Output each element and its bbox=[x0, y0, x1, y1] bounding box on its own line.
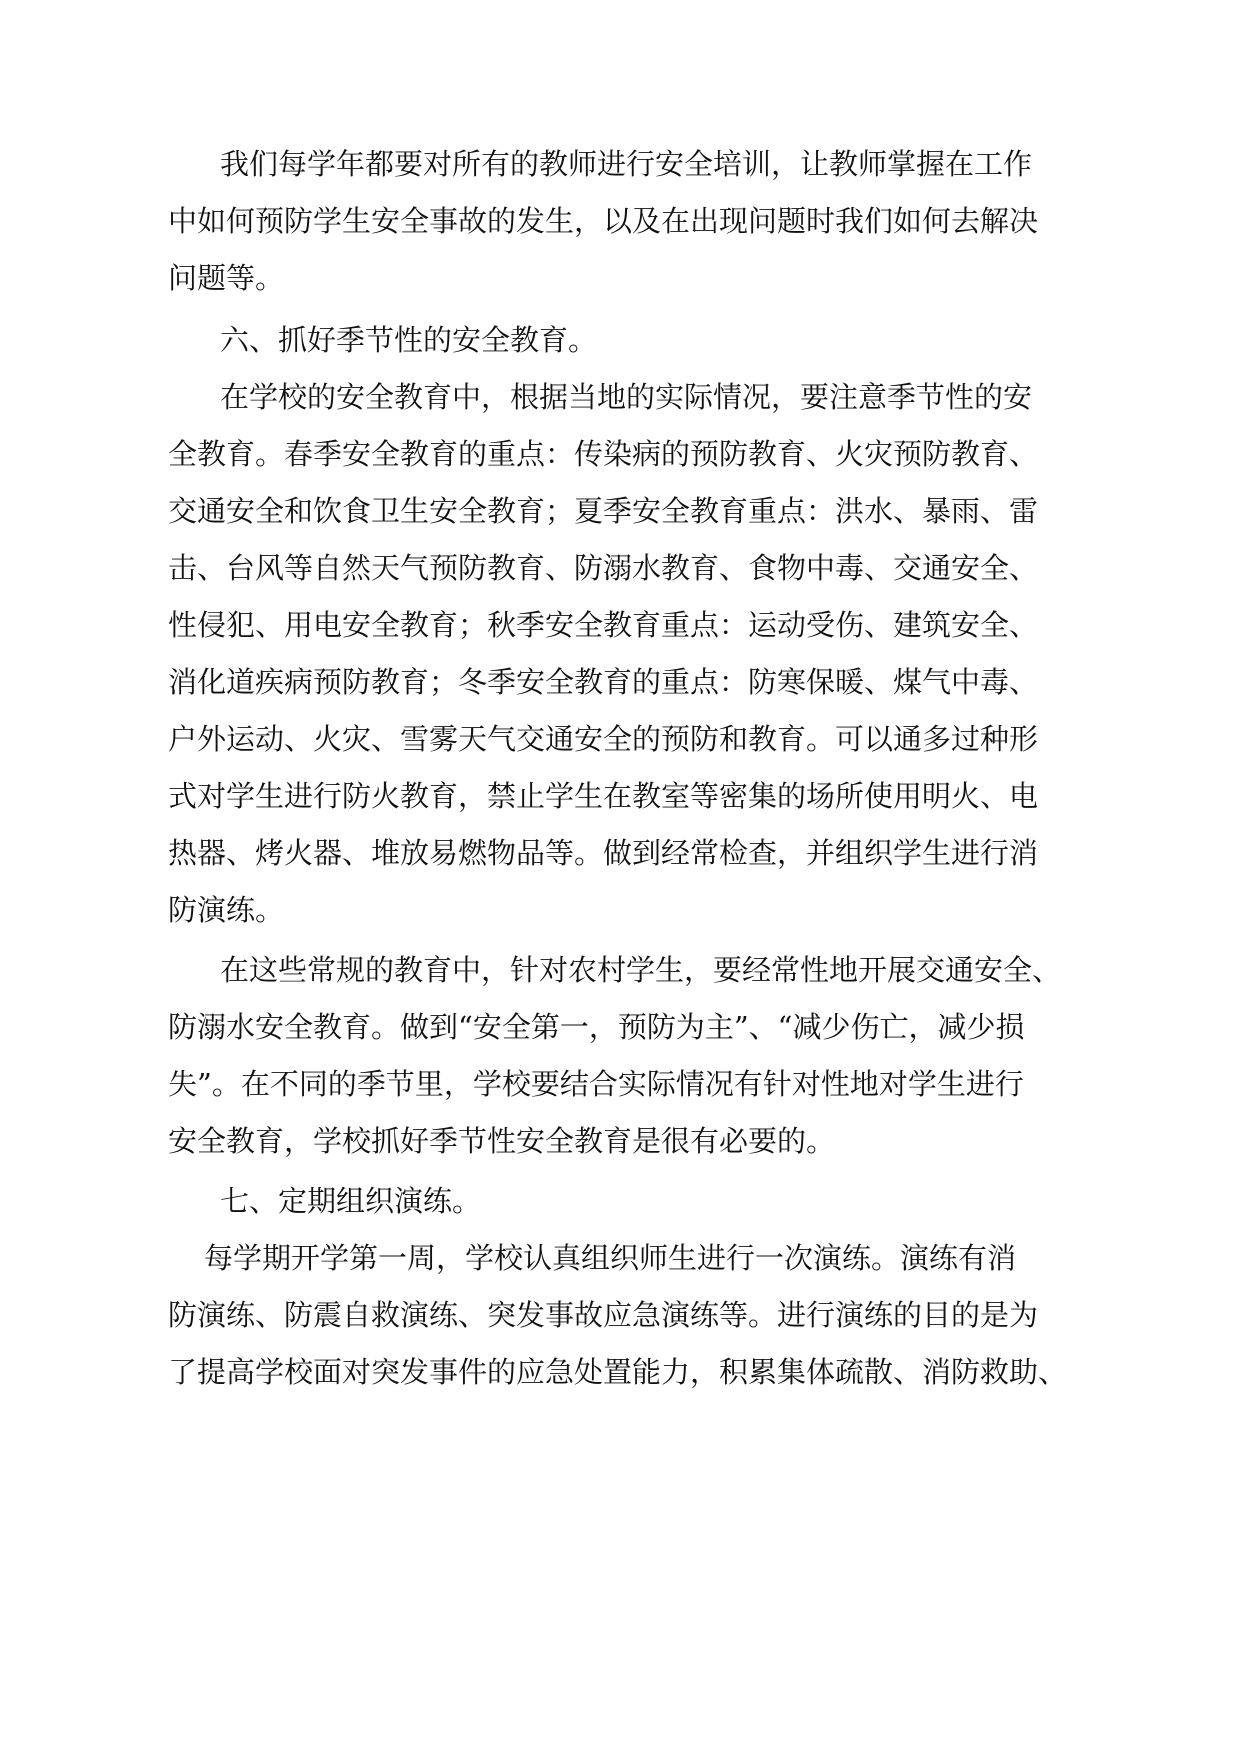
section-heading: 七、定期组织演练。 bbox=[220, 1184, 482, 1218]
paragraph-line: 安全教育，学校抓好季节性安全教育是很有必要的。 bbox=[168, 1124, 836, 1158]
paragraph-line: 在学校的安全教育中，根据当地的实际情况，要注意季节性的安 bbox=[220, 380, 1033, 414]
paragraph-line: 交通安全和饮食卫生安全教育；夏季安全教育重点：洪水、暴雨、雷 bbox=[168, 494, 1039, 528]
paragraph-line: 中如何预防学生安全事故的发生，以及在出现问题时我们如何去解决 bbox=[168, 204, 1039, 238]
paragraph-line: 问题等。 bbox=[168, 261, 285, 295]
paragraph-line: 防演练、防震自救演练、突发事故应急演练等。进行演练的目的是为 bbox=[168, 1298, 1039, 1332]
paragraph-line: 在这些常规的教育中，针对农村学生，要经常性地开展交通安全、 bbox=[220, 953, 1062, 987]
paragraph-line: 防溺水安全教育。做到“安全第一，预防为主”、“减少伤亡，减少损 bbox=[168, 1010, 1025, 1044]
paragraph-line: 了提高学校面对突发事件的应急处置能力，积累集体疏散、消防救助、 bbox=[168, 1355, 1068, 1389]
paragraph-line: 热器、烤火器、堆放易燃物品等。做到经常检查，并组织学生进行消 bbox=[168, 836, 1039, 870]
paragraph-line: 每学期开学第一周，学校认真组织师生进行一次演练。演练有消 bbox=[204, 1241, 1017, 1275]
paragraph-line: 我们每学年都要对所有的教师进行安全培训，让教师掌握在工作 bbox=[220, 147, 1033, 181]
paragraph-line: 失”。在不同的季节里，学校要结合实际情况有针对性地对学生进行 bbox=[168, 1067, 1024, 1101]
section-heading: 六、抓好季节性的安全教育。 bbox=[220, 323, 598, 357]
paragraph-line: 户外运动、火灾、雪雾天气交通安全的预防和教育。可以通多过种形 bbox=[168, 722, 1039, 756]
paragraph-line: 击、台风等自然天气预防教育、防溺水教育、食物中毒、交通安全、 bbox=[168, 551, 1039, 585]
paragraph-line: 防演练。 bbox=[168, 893, 285, 927]
paragraph-line: 全教育。春季安全教育的重点：传染病的预防教育、火灾预防教育、 bbox=[168, 437, 1039, 471]
paragraph-line: 消化道疾病预防教育；冬季安全教育的重点：防寒保暖、煤气中毒、 bbox=[168, 665, 1039, 699]
paragraph-line: 式对学生进行防火教育，禁止学生在教室等密集的场所使用明火、电 bbox=[168, 779, 1039, 813]
paragraph-line: 性侵犯、用电安全教育；秋季安全教育重点：运动受伤、建筑安全、 bbox=[168, 608, 1039, 642]
